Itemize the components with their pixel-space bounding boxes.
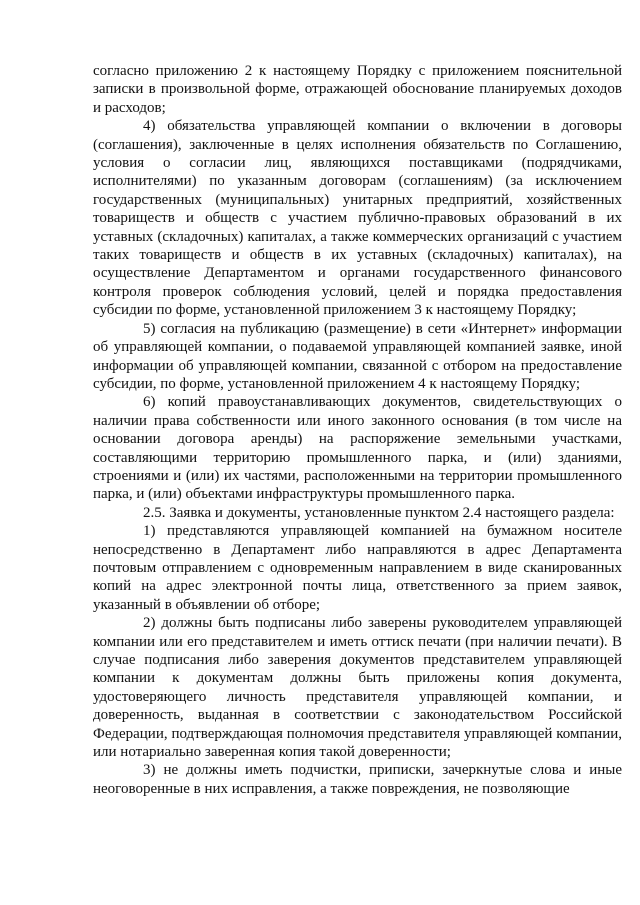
paragraph-section-2-5: 2.5. Заявка и документы, установленные пунктом 2.4 настоящего раздела: [143,504,615,521]
paragraph-continuation-annex-2: согласно приложению 2 к настоящему Порядку с приложением пояснительной записки в произвольной форме, отражающей обоснование планируемых доходов и расходов; [93,63,622,116]
paragraph-2-5-item-2-signatures: 2) должны быть подписаны либо заверены руководителем управляющей компании или его представителем и иметь оттиск печати (при наличии печати). В случае подписания либо заверения документов представителем управляющей компании к документам должны быть приложены копия документа, удостоверяющего личность представителя управляющей компании, и доверенность, выданная в соответствии с законодательством Российской Федерации, подтверждающая полномочия представителя управляющей компании, или нотариально заверенная копия такой доверенности; [93,615,622,761]
paragraph-2-5-item-1-submission: 1) представляются управляющей компанией на бумажном носителе непосредственно в Департамент либо направляются в адрес Департамента почтовым отправлением с одновременным направлением в виде сканированных копий на адрес электронной почты лица, ответственного за прием заявок, указанный в объявлении об отборе; [93,523,622,613]
paragraph-item-5-consent-publication: 5) согласия на публикацию (размещение) в сети «Интернет» информации об управляющей компании, о подаваемой управляющей компанией заявке, иной информации об управляющей компании, связанной с отбором на предоставление субсидии, по форме, установленной приложением 4 к настоящему Порядку; [93,320,622,392]
paragraph-item-6-title-documents: 6) копий правоустанавливающих документов, свидетельствующих о наличии права собственности или иного законного основания (в том числе на основании договора аренды) на распоряжение земельными участками, составляющими территорию промышленного парка, и (или) зданиями, строениями и (или) их частями, расположенными на территории промышленного парка, и (или) объектами инфраструктуры промышленного парка. [93,394,622,503]
document-body [93,62,622,798]
paragraph-2-5-item-3-corrections: 3) не должны иметь подчистки, приписки, зачеркнутые слова и иные неоговоренные в них исправления, а также повреждения, не позволяющие [93,762,622,797]
paragraph-item-4-obligations: 4) обязательства управляющей компании о включении в договоры (соглашения), заключенные в целях исполнения обязательств по Соглашению, условия о согласии лиц, являющихся поставщиками (подрядчиками, исполнителями) по указанным договорам (соглашениям) (за исключением государственных (муниципальных) унитарных предприятий, хозяйственных товариществ и обществ с участием публично-правовых образований в их уставных (складочных) капиталах, а также коммерческих организаций с участием таких товариществ и обществ в их уставных (складочных) капиталах), на осуществление Департаментом и органами государственного финансового контроля проверок соблюдения условий, целей и порядка предоставления субсидии по форме, установленной приложением 3 к настоящему Порядку; [93,118,622,319]
